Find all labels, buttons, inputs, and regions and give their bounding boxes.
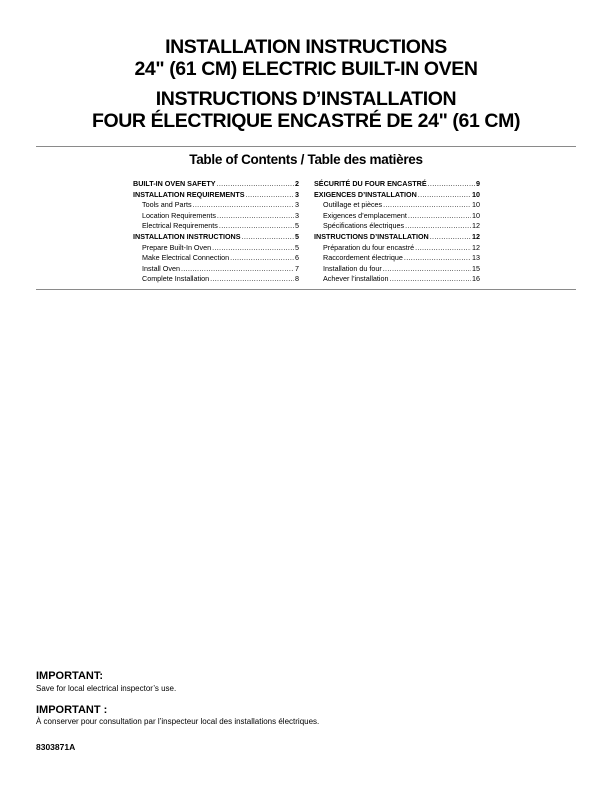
toc-entry[interactable] — [133, 211, 299, 222]
toc-leader — [246, 190, 294, 201]
toc-entry-page: 16 — [472, 274, 480, 284]
toc-entry-page: 10 — [472, 210, 480, 220]
toc-leader — [415, 243, 471, 254]
toc-entry-label: Electrical Requirements — [142, 221, 218, 231]
toc-entry-label: Prepare Built-In Oven — [142, 242, 212, 252]
important-heading-fr: IMPORTANT : — [36, 704, 108, 716]
toc-entry-page: 12 — [472, 231, 480, 241]
toc-entry-page: 12 — [472, 242, 480, 252]
toc-entry[interactable] — [133, 264, 299, 275]
title-line-2: 24" (61 CM) ELECTRIC BUILT-IN OVEN — [134, 58, 478, 80]
toc-column-french — [314, 179, 480, 285]
part-number: 8303871A — [36, 742, 76, 752]
toc-entry-page: 5 — [295, 221, 299, 231]
toc-entry[interactable] — [314, 243, 480, 254]
toc-leader — [210, 274, 294, 285]
toc-entry[interactable] — [314, 190, 480, 201]
toc-entry[interactable] — [314, 221, 480, 232]
toc-leader — [383, 200, 471, 211]
toc-entry[interactable] — [133, 232, 299, 243]
toc-entry[interactable] — [133, 179, 299, 190]
toc-entry-label: Tools and Parts — [142, 200, 192, 210]
toc-entry-label: INSTALLATION REQUIREMENTS — [133, 189, 245, 199]
toc-entry-page: 10 — [472, 200, 480, 210]
toc-leader — [404, 253, 471, 264]
toc-leader — [405, 221, 471, 232]
toc-entry[interactable] — [314, 200, 480, 211]
toc-entry[interactable] — [314, 274, 480, 285]
toc-entry[interactable] — [133, 200, 299, 211]
toc-entry-page: 5 — [295, 242, 299, 252]
toc-entry-page: 9 — [476, 179, 480, 188]
toc-entry-label: Achever l’installation — [323, 274, 389, 284]
toc-leader — [212, 243, 294, 254]
title-line-1: INSTALLATION INSTRUCTIONS — [165, 36, 447, 58]
toc-heading: Table of Contents / Table des matières — [189, 152, 423, 167]
toc-entry-label: Install Oven — [142, 263, 180, 273]
toc-entry-label: Installation du four — [323, 263, 382, 273]
toc-entry-page: 3 — [295, 200, 299, 210]
toc-entry-label: Complete Installation — [142, 274, 210, 284]
toc-leader — [408, 211, 471, 222]
toc-leader — [230, 253, 294, 264]
toc-entry[interactable] — [133, 253, 299, 264]
toc-entry-page: 7 — [295, 263, 299, 273]
toc-entry-label: Outillage et pièces — [323, 200, 383, 210]
toc-entry-label: BUILT-IN OVEN SAFETY — [133, 179, 216, 188]
toc-entry[interactable] — [314, 232, 480, 243]
toc-entry-page: 6 — [295, 253, 299, 263]
toc-entry-label: INSTALLATION INSTRUCTIONS — [133, 231, 241, 241]
toc-entry-page: 10 — [472, 189, 480, 199]
top-divider — [36, 146, 576, 147]
toc-leader — [390, 274, 471, 285]
toc-column-english — [133, 179, 299, 285]
toc-entry-label: Make Electrical Connection — [142, 253, 230, 263]
toc-entry-page: 15 — [472, 263, 480, 273]
toc-leader — [217, 211, 294, 222]
toc-entry-page: 3 — [295, 210, 299, 220]
toc-entry[interactable] — [314, 264, 480, 275]
title-line-3-fr: INSTRUCTIONS D’INSTALLATION — [155, 88, 457, 110]
title-line-4-fr: FOUR ÉLECTRIQUE ENCASTRÉ DE 24" (61 CM) — [91, 110, 521, 132]
toc-leader — [217, 179, 294, 190]
toc-entry[interactable] — [133, 243, 299, 254]
toc-entry-label: Exigences d’emplacement — [323, 210, 407, 220]
toc-entry[interactable] — [314, 179, 480, 190]
toc-entry-label: Préparation du four encastré — [323, 242, 415, 252]
toc-entry-page: 5 — [295, 231, 299, 241]
toc-entry[interactable] — [133, 190, 299, 201]
toc-entry-label: SÉCURITÉ DU FOUR ENCASTRÉ — [314, 179, 427, 188]
toc-entry-page: 2 — [295, 179, 299, 188]
toc-entry-label: EXIGENCES D’INSTALLATION — [314, 189, 417, 199]
toc-entry-page: 12 — [472, 221, 480, 231]
toc-leader — [219, 221, 294, 232]
toc-leader — [242, 232, 294, 243]
toc-leader — [430, 232, 471, 243]
toc-bottom-divider — [36, 289, 576, 290]
toc-leader — [418, 190, 471, 201]
toc-entry-label: Location Requirements — [142, 210, 216, 220]
toc-entry-label: Spécifications électriques — [323, 221, 405, 231]
toc-entry[interactable] — [314, 211, 480, 222]
toc-leader — [428, 179, 475, 190]
toc-entry[interactable] — [133, 221, 299, 232]
toc-leader — [181, 264, 294, 275]
toc-leader — [193, 200, 294, 211]
important-text-fr: À conserver pour consultation par l’inspecteur local des installations électriques. — [36, 717, 320, 726]
toc-entry-label: INSTRUCTIONS D’INSTALLATION — [314, 231, 429, 241]
toc-entry[interactable] — [133, 274, 299, 285]
toc-entry[interactable] — [314, 253, 480, 264]
toc-entry-page: 13 — [472, 253, 480, 263]
toc-leader — [383, 264, 471, 275]
toc-entry-page: 8 — [295, 274, 299, 284]
important-text-en: Save for local electrical inspector’s use. — [36, 684, 177, 693]
toc-entry-label: Raccordement électrique — [323, 253, 403, 263]
toc-entry-page: 3 — [295, 189, 299, 199]
important-heading-en: IMPORTANT: — [36, 670, 104, 682]
